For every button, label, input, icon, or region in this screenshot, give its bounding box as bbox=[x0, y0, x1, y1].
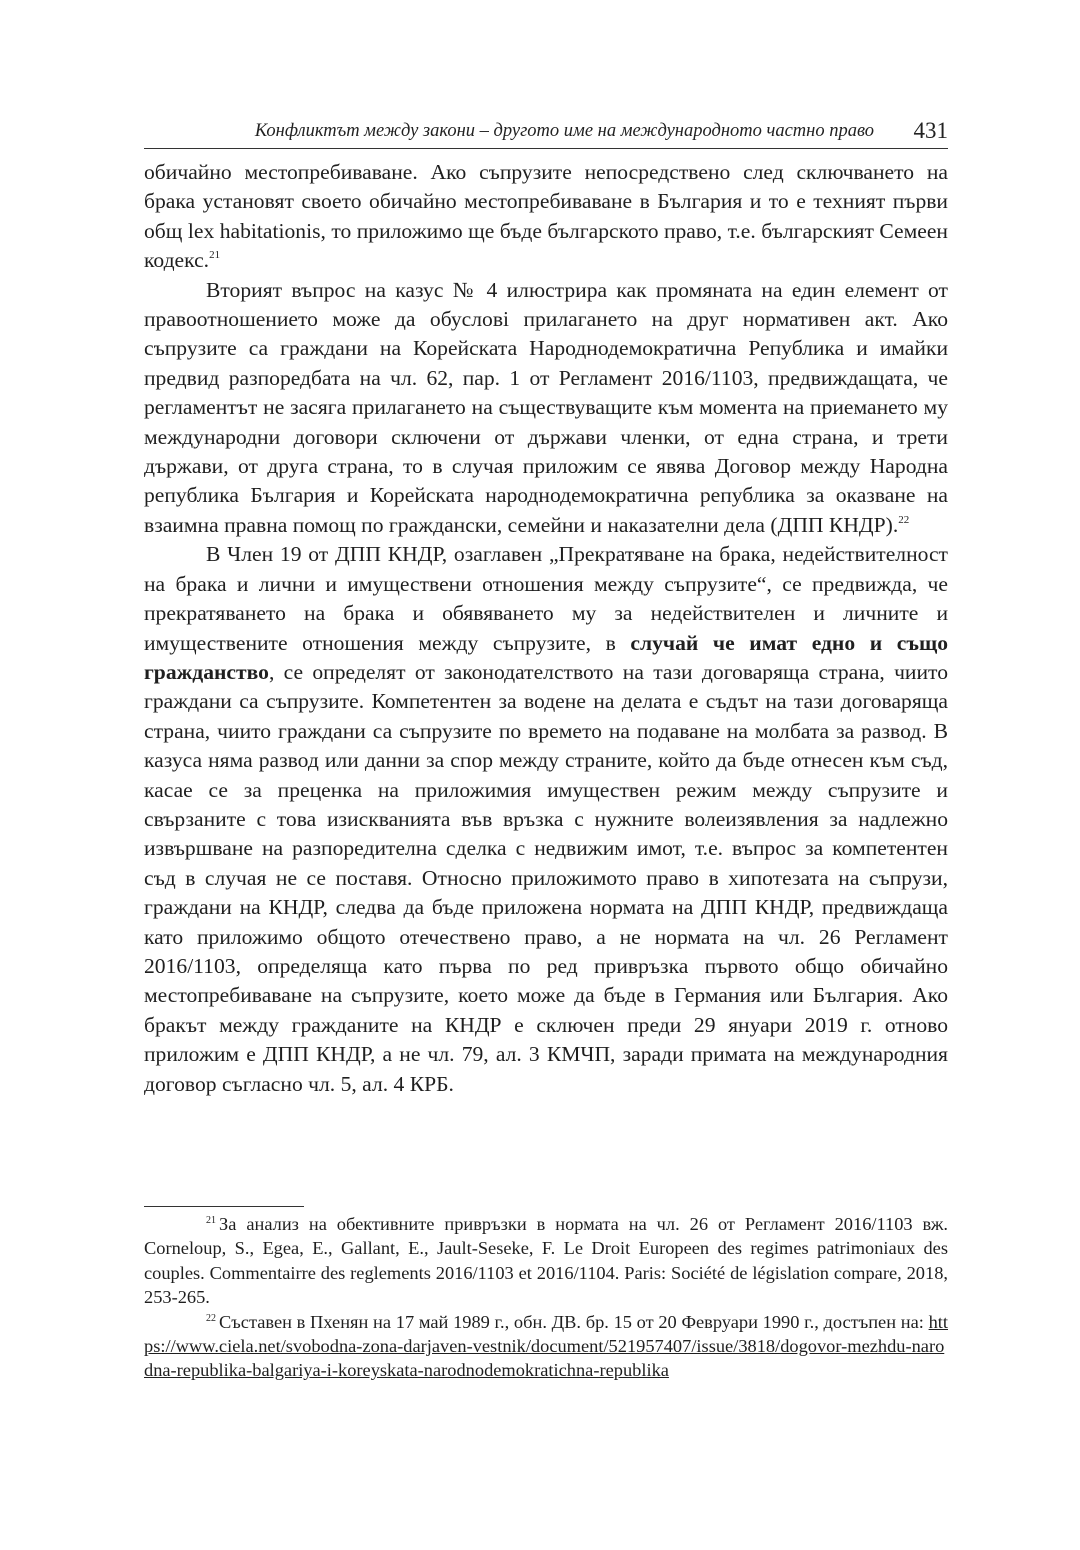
paragraph-3-text-before: В Член 19 от ДПП КНДР, озаглавен „Прекратяване на брака, недействителност на брака и лични и имуществени отношения между съпрузите“, се предвижда, че прекратяването на брака и обявяването му за недействителен и личните и имуществените отношения между съпрузите, в bbox=[144, 542, 948, 655]
footnote-22 bbox=[144, 1310, 948, 1383]
footnote-ref-22[interactable]: 22 bbox=[898, 513, 910, 526]
paragraph-2-text: Вторият въпрос на казус № 4 илюстрира как промяната на един елемент от правоотношението може да обусловi прилагането на друг нормативен акт. Ако съпрузите са граждани на Корейската Народнодемократична Република и имайки предвид разпоредбата на чл. 62, пар. 1 от Регламент 2016/1103, предвиждащата, че регламентът не засяга прилагането на съществуващите към момента на приемането му международни договори сключени от държави членки, от една страна, и трети държави, от друга страна, то в случая приложим се явява Договор между Народна република България и Корейската народнодемократична република за оказване на взаимна правна помощ по граждански, семейни и наказателни дела (ДПП КНДР). bbox=[144, 277, 948, 537]
footnote-21-text: За анализ на обективните привръзки в нормата на чл. 26 от Регламент 2016/1103 вж. Corneloup, S., Egea, E., Gallant, E., Jault-Seseke, F. Le Droit Europeen des regimes patrimoniaux des couples. Commentairre des reglements 2016/1103 et 2016/1104. Paris: Société de législation compare, 2018, 253-265. bbox=[144, 1214, 948, 1308]
paragraph-3-bold-text: случай че имат едно и също гражданство bbox=[144, 630, 948, 684]
paragraph-1 bbox=[144, 158, 948, 276]
paragraph-1-text: обичайно местопребиваване. Ако съпрузите непосредствено след сключването на брака установят своето обичайно местопребиваване в България и то е техният първи общ lex habitationis, то приложимо ще бъде българското право, т.е. българският Семеен кодекс. bbox=[144, 160, 948, 273]
paragraph-2 bbox=[144, 276, 948, 541]
main-text bbox=[144, 158, 948, 1099]
footnotes bbox=[144, 1212, 948, 1383]
footnote-22-link[interactable]: https://www.ciela.net/svobodna-zona-darjaven-vestnik/document/521957407/issue/3818/dogovor-mezhdu-narodna-republika-balgariya-i-koreyskata-narodnodemokratichna-republika bbox=[144, 1311, 948, 1381]
running-title: Конфликтът между закони – другото име на международното частно право bbox=[254, 121, 874, 141]
footnote-ref-21[interactable]: 21 bbox=[209, 249, 221, 262]
page-number: 431 bbox=[913, 118, 948, 143]
footnote-22-text: Съставен в Пхенян на 17 май 1989 г., обн. ДВ. бр. 15 от 20 Февруари 1990 г., достъпен на: bbox=[219, 1311, 929, 1332]
footnote-21 bbox=[144, 1212, 948, 1310]
paragraph-3-text-after: , се определят от законодателството на тази договаряща страна, чиито граждани са съпрузите. Компетентен за водене на делата е съдът на тази договаряща страна, чиито граждани са съпрузите по времето на подаване на молбата за развод. В казуса няма развод или данни за спор между страните, който да бъде отнесен към съд, касае се за преценка на приложимия имуществен режим между съпрузите и свързаните с това изискванията във връзка с нужните волеизявления за надлежно извършване на разпоредителна сделка с недвижим имот, т.е. въпрос за компетентен съд в случая не се поставя. Относно приложимото право в хипотезата на съпрузи, граждани на КНДР, следва да бъде приложена нормата на ДПП КНДР, предвиждаща като приложимо общото отечествено право, а не нормата на чл. 26 Регламент 2016/1103, определяща като първа по ред привръзка първото общо обичайно местопребиваване на съпрузите, което може да бъде в Германия или България. Ако бракът между гражданите на КНДР е сключен преди 29 януари 2019 г. отново приложим е ДПП КНДР, а не чл. 79, ал. 3 КМЧП, заради примата на международния договор съгласно чл. 5, ал. 4 КРБ. bbox=[144, 659, 948, 1096]
footnote-21-number: 21 bbox=[206, 1215, 216, 1226]
footnote-22-number: 22 bbox=[206, 1312, 216, 1324]
running-header bbox=[144, 114, 948, 149]
paragraph-3 bbox=[144, 540, 948, 1099]
footnote-separator bbox=[144, 1206, 304, 1207]
